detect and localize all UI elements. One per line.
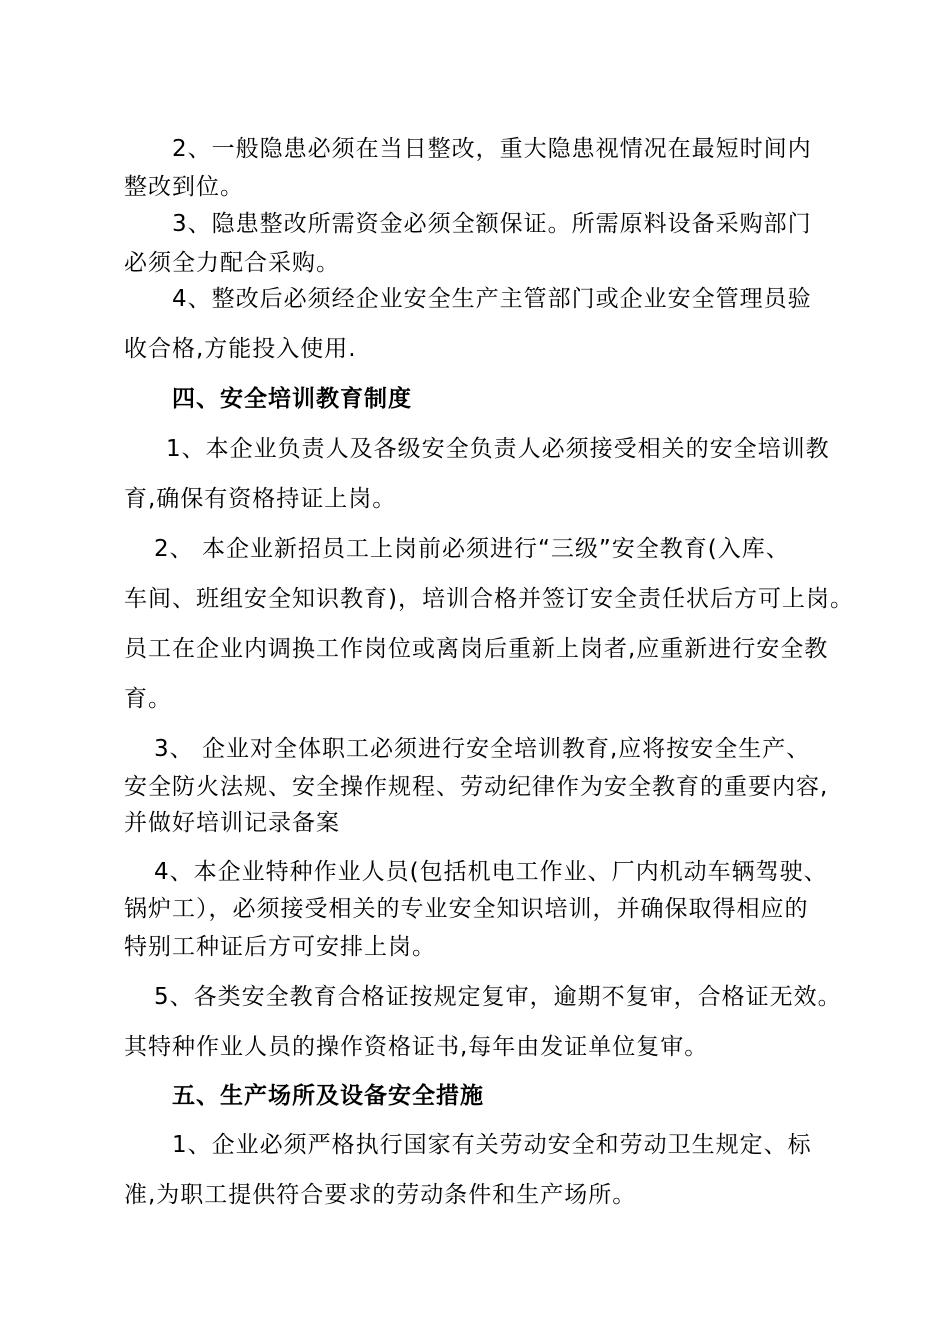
- paragraph-line: 2、一般隐患必须在当日整改，重大隐患视情况在最短时间内: [172, 136, 812, 162]
- paragraph-line: 安全防火法规、安全操作规程、劳动纪律作为安全教育的重要内容,: [124, 774, 829, 800]
- paragraph-line: 收合格,方能投入使用.: [124, 336, 357, 362]
- paragraph-line: 车间、班组安全知识教育)，培训合格并签订安全责任状后方可上岗。: [124, 586, 854, 612]
- paragraph-line: 员工在企业内调换工作岗位或离岗后重新上岗者,应重新进行安全教: [124, 636, 829, 662]
- paragraph-line: 4、整改后必须经企业安全生产主管部门或企业安全管理员验: [172, 286, 812, 312]
- paragraph-line: 3、 企业对全体职工必须进行安全培训教育,应将按安全生产、: [154, 736, 811, 762]
- section-heading: 五、生产场所及设备安全措施: [172, 1083, 484, 1109]
- paragraph-line: 整改到位。: [124, 174, 244, 200]
- paragraph-line: 必须全力配合采购。: [124, 250, 340, 276]
- paragraph-line: 1、本企业负责人及各级安全负责人必须接受相关的安全培训教: [166, 436, 830, 462]
- paragraph-line: 其特种作业人员的操作资格证书,每年由发证单位复审。: [124, 1034, 709, 1060]
- paragraph-line: 并做好培训记录备案: [124, 810, 340, 836]
- section-heading: 四、安全培训教育制度: [172, 386, 412, 412]
- paragraph-line: 1、企业必须严格执行国家有关劳动安全和劳动卫生规定、标: [172, 1132, 812, 1158]
- paragraph-line: 准,为职工提供符合要求的劳动条件和生产场所。: [124, 1182, 637, 1208]
- paragraph-line: 特别工种证后方可安排上岗。: [124, 934, 436, 960]
- paragraph-line: 育。: [124, 686, 172, 712]
- paragraph-line: 2、 本企业新招员工上岗前必须进行“三级”安全教育(入库、: [154, 536, 790, 562]
- paragraph-line: 4、本企业特种作业人员(包括机电工作业、厂内机动车辆驾驶、: [154, 859, 828, 885]
- paragraph-line: 3、隐患整改所需资金必须全额保证。所需原料设备采购部门: [172, 211, 812, 237]
- paragraph-line: 锅炉工），必须接受相关的专业安全知识培训，并确保取得相应的: [124, 896, 809, 922]
- paragraph-line: 5、各类安全教育合格证按规定复审，逾期不复审，合格证无效。: [154, 984, 842, 1010]
- paragraph-line: 育,确保有资格持证上岗。: [124, 486, 397, 512]
